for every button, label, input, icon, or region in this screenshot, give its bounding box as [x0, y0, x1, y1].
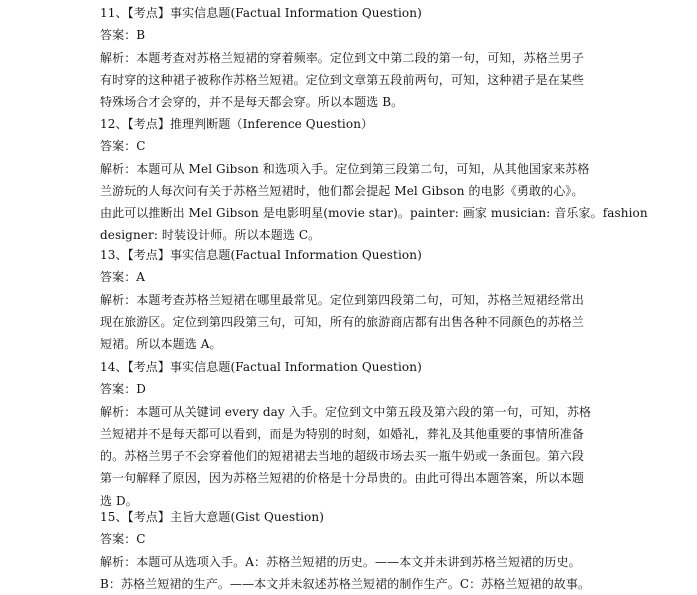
- analysis-line: B：苏格兰短裙的生产。——本文并未叙述苏格兰短裙的制作生产。C：苏格兰短裙的故事。: [100, 576, 591, 591]
- question-12: [100, 113, 648, 247]
- question-14: [100, 356, 598, 512]
- answer-line: 答案：B: [100, 28, 146, 43]
- question-heading: 13、【考点】事实信息题(Factual Information Question): [100, 248, 422, 262]
- analysis-line: 解析：本题可从 Mel Gibson 和选项入手。定位到第三段第二句，可知，从其他国家来苏格: [100, 161, 590, 176]
- answer-line: 答案：A: [100, 270, 146, 285]
- analysis-line: 现在旅游区。定位到第四段第三句，可知，所有的旅游商店都有出售各种不同颜色的苏格兰: [100, 314, 585, 329]
- analysis-line: 短裙。所以本题选 A。: [100, 337, 222, 352]
- analysis-line: 由此可以推断出 Mel Gibson 是电影明星(movie star)。painter: 画家 musician: 音乐家。fashion: [100, 206, 648, 221]
- question-13: [100, 244, 598, 355]
- question-15: [100, 506, 598, 595]
- answer-line: 答案：C: [100, 139, 146, 154]
- analysis-line: 有时穿的这种裙子被称作苏格兰短裙。定位到文章第五段前两句，可知，这种裙子是在某些: [100, 72, 585, 87]
- question-heading: 12、【考点】推理判断题（Inference Question）: [100, 117, 374, 131]
- analysis-line: 解析：本题可从选项入手。A：苏格兰短裙的历史。——本文并未讲到苏格兰短裙的历史。: [100, 554, 581, 569]
- question-11: [100, 2, 598, 113]
- analysis-line: 的。苏格兰男子不会穿着他们的短裙裙去当地的超级市场去买一瓶牛奶或一条面包。第六段: [100, 449, 585, 464]
- question-heading: 15、【考点】主旨大意题(Gist Question): [100, 510, 324, 524]
- analysis-line: 第一句解释了原因，因为苏格兰短裙的价格是十分昂贵的。由此可得出本题答案，所以本题: [100, 471, 585, 486]
- answer-line: 答案：C: [100, 532, 146, 547]
- analysis-line: 特殊场合才会穿的，并不是每天都会穿。所以本题选 B。: [100, 95, 404, 110]
- analysis-line: 兰游玩的人每次问有关于苏格兰短裙时，他们都会提起 Mel Gibson 的电影《勇敢的心》。: [100, 183, 584, 198]
- question-heading: 14、【考点】事实信息题(Factual Information Question): [100, 360, 422, 374]
- analysis-line: 兰短裙并不是每天都可以看到，而是为特别的时刻，如婚礼，葬礼及其他重要的事情所准备: [100, 426, 585, 441]
- analysis-line: 解析：本题考查对苏格兰短裙的穿着频率。定位到文中第二段的第一句，可知，苏格兰男子: [100, 50, 585, 65]
- answer-line: 答案：D: [100, 382, 147, 397]
- question-heading: 11、【考点】事实信息题(Factual Information Question): [100, 6, 422, 20]
- analysis-line: 解析：本题考查苏格兰短裙在哪里最常见。定位到第四段第二句，可知，苏格兰短裙经常出: [100, 292, 585, 307]
- analysis-line: designer: 时装设计师。所以本题选 C。: [100, 228, 321, 243]
- analysis-line: 选 D。: [100, 493, 138, 508]
- analysis-line: 解析：本题可从关键词 every day 入手。定位到文中第五段及第六段的第一句，可知，苏格: [100, 404, 592, 419]
